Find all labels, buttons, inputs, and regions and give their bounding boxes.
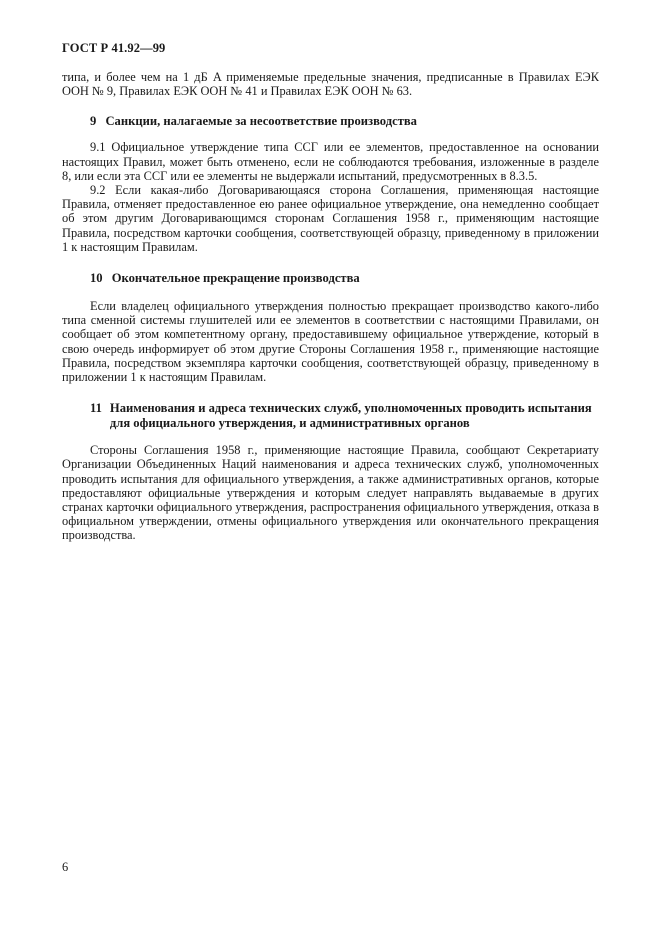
- section-11-title: Наименования и адреса технических служб, уполномоченных проводить испытания для официального утверждения, и административных органов: [109, 401, 592, 431]
- page-number: 6: [62, 860, 69, 874]
- section-10-title: Окончательное прекращение производства: [111, 271, 360, 286]
- continuation-paragraph: типа, и более чем на 1 дБ A применяемые предельные значения, предписанные в Правилах ЕЭК ООН № 9, Правилах ЕЭК ООН № 41 и Правилах ЕЭК ООН № 63.: [62, 70, 599, 99]
- section-9-paragraph-2: 9.2 Если какая-либо Договаривающаяся сторона Соглашения, применяющая настоящие Правила, отменяет предоставленное ею ранее официальное утверждение, она немедленно сообщает об этом другим Договаривающимся сторонам Соглашения 1958 г., применяющим настоящие Правила, посредством карточки сообщения, соответствующей образцу, приведенному в приложении 1 к настоящим Правилам.: [62, 183, 599, 254]
- section-11-number: 11: [90, 401, 102, 416]
- page-content: [62, 70, 599, 543]
- section-11-heading: [62, 401, 599, 431]
- section-10-paragraph: Если владелец официального утверждения полностью прекращает производство какого-либо типа сменной системы глушителей или ее элементов в соответствии с настоящими Правилами, он сообщает об этом компетентному органу, предоставившему официальное утверждение, который в свою очередь информирует об этом другие Стороны Соглашения 1958 г., применяющие настоящие Правила, посредством экземпляра карточки сообщения, соответствующей образцу, приведенному в приложении 1 к настоящим Правилам.: [62, 299, 599, 385]
- section-9-title: Санкции, налагаемые за несоответствие производства: [105, 114, 417, 129]
- section-9-heading: [62, 114, 599, 129]
- section-11-paragraph: Стороны Соглашения 1958 г., применяющие настоящие Правила, сообщают Секретариату Организации Объединенных Наций наименования и адреса технических служб, уполномоченных проводить испытания для официального утверждения, а также административных органов, которые предоставляют официальные утверждения и которым следует направлять выдаваемые в других странах карточки официального утверждения, распространения официального утверждения, отказа в официальном утверждении, отмены официального утверждения или окончательного прекращения производства.: [62, 443, 599, 543]
- running-head: ГОСТ Р 41.92—99: [62, 41, 166, 55]
- section-9-paragraph-1: 9.1 Официальное утверждение типа ССГ или ее элементов, предоставленное на основании настоящих Правил, может быть отменено, если не соблюдаются требования, изложенные в разделе 8, или если эта ССГ или ее элементы не выдержали испытаний, предусмотренных в 8.3.5.: [62, 140, 599, 183]
- section-10-number: 10: [90, 271, 103, 286]
- section-10-heading: [62, 271, 599, 286]
- section-9-number: 9: [90, 114, 97, 129]
